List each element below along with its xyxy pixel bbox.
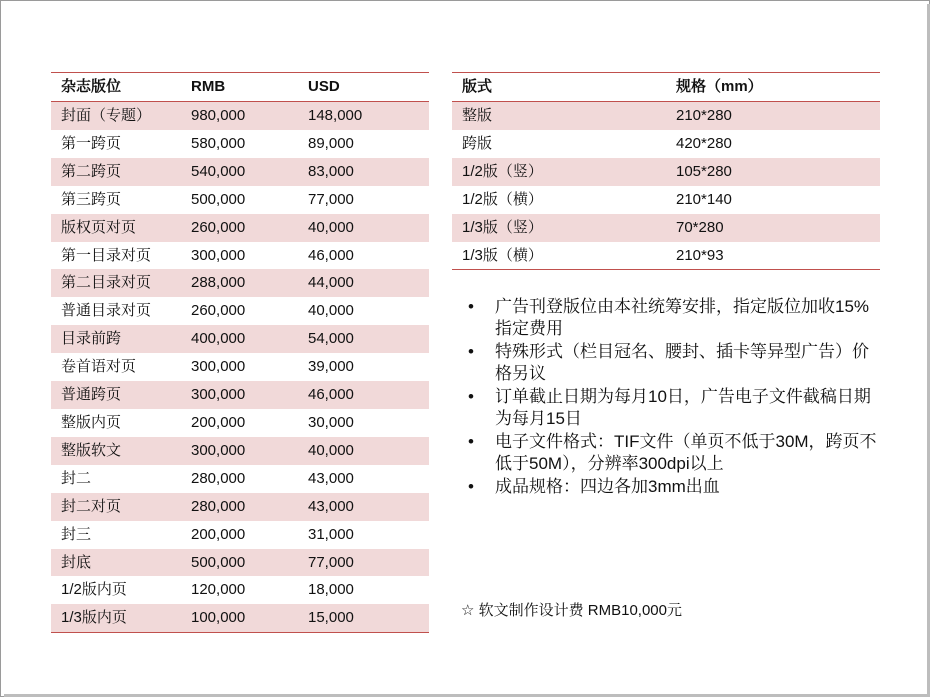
cell-position: 1/2版内页 [51,576,181,604]
note-item [468,431,878,474]
cell-position: 整版内页 [51,409,181,437]
cell-rmb: 980,000 [181,102,298,130]
cell-rmb: 280,000 [181,465,298,493]
cell-usd: 148,000 [298,102,429,130]
price-table [51,72,429,633]
cell-format: 1/2版（横） [452,186,666,214]
price-table-row [51,409,429,437]
header-size: 规格（mm） [666,73,880,102]
cell-size: 420*280 [666,130,880,158]
cell-usd: 40,000 [298,297,429,325]
cell-usd: 46,000 [298,242,429,270]
spec-table-row [452,158,880,186]
cell-size: 210*280 [666,102,880,130]
price-table-row [51,325,429,353]
note-text: 广告刊登版位由本社统筹安排，指定版位加收15%指定费用 [495,297,870,338]
cell-size: 70*280 [666,214,880,242]
notes-list [468,296,878,500]
cell-position: 卷首语对页 [51,353,181,381]
note-text: 特殊形式（栏目冠名、腰封、插卡等异型广告）价格另议 [495,342,869,383]
cell-position: 第三跨页 [51,186,181,214]
cell-rmb: 260,000 [181,214,298,242]
cell-usd: 31,000 [298,521,429,549]
cell-position: 封面（专题） [51,102,181,130]
cell-rmb: 580,000 [181,130,298,158]
bullet-icon: • [468,432,474,451]
price-table-row [51,186,429,214]
cell-usd: 30,000 [298,409,429,437]
cell-rmb: 100,000 [181,604,298,632]
cell-position: 第一跨页 [51,130,181,158]
cell-format: 1/2版（竖） [452,158,666,186]
cell-rmb: 500,000 [181,186,298,214]
spec-table-row [452,214,880,242]
price-table-row [51,437,429,465]
cell-usd: 54,000 [298,325,429,353]
cell-position: 封三 [51,521,181,549]
cell-usd: 40,000 [298,437,429,465]
cell-position: 第一目录对页 [51,242,181,270]
spec-table-row [452,102,880,130]
cell-position: 目录前跨 [51,325,181,353]
spec-table-row [452,242,880,270]
price-table-row [51,214,429,242]
cell-position: 1/3版内页 [51,604,181,632]
cell-usd: 44,000 [298,269,429,297]
cell-usd: 40,000 [298,214,429,242]
price-table-row [51,381,429,409]
cell-size: 210*93 [666,242,880,270]
cell-position: 封二对页 [51,493,181,521]
cell-position: 第二跨页 [51,158,181,186]
price-table-row [51,465,429,493]
cell-rmb: 500,000 [181,549,298,577]
cell-rmb: 260,000 [181,297,298,325]
cell-usd: 89,000 [298,130,429,158]
note-item [468,386,878,429]
footnote: ☆ 软文制作设计费 RMB10,000元 [461,602,682,619]
price-table-row [51,493,429,521]
note-item [468,476,878,498]
note-text: 成品规格：四边各加3mm出血 [495,477,720,496]
cell-position: 第二目录对页 [51,269,181,297]
cell-rmb: 288,000 [181,269,298,297]
cell-position: 封底 [51,549,181,577]
cell-position: 封二 [51,465,181,493]
cell-usd: 43,000 [298,465,429,493]
cell-position: 整版软文 [51,437,181,465]
cell-usd: 43,000 [298,493,429,521]
cell-rmb: 120,000 [181,576,298,604]
spec-table-row [452,130,880,158]
cell-rmb: 300,000 [181,353,298,381]
note-text: 电子文件格式：TIF文件（单页不低于30M，跨页不低于50M），分辨率300dpi以上 [495,432,877,473]
price-table-row [51,242,429,270]
price-table-row [51,130,429,158]
cell-format: 整版 [452,102,666,130]
note-text: 订单截止日期为每月10日，广告电子文件截稿日期为每月15日 [495,387,871,428]
cell-size: 105*280 [666,158,880,186]
bullet-icon: • [468,477,474,496]
cell-rmb: 300,000 [181,437,298,465]
cell-format: 1/3版（竖） [452,214,666,242]
price-table-row [51,549,429,577]
header-position: 杂志版位 [51,73,181,102]
cell-rmb: 400,000 [181,325,298,353]
price-table-row [51,297,429,325]
cell-format: 跨版 [452,130,666,158]
cell-usd: 83,000 [298,158,429,186]
spec-table-row [452,186,880,214]
cell-rmb: 300,000 [181,381,298,409]
note-item [468,341,878,384]
cell-rmb: 280,000 [181,493,298,521]
header-format: 版式 [452,73,666,102]
cell-position: 普通目录对页 [51,297,181,325]
spec-table [452,72,880,270]
cell-position: 普通跨页 [51,381,181,409]
cell-rmb: 200,000 [181,409,298,437]
cell-usd: 77,000 [298,186,429,214]
note-item [468,296,878,339]
bullet-icon: • [468,387,474,406]
cell-rmb: 200,000 [181,521,298,549]
header-rmb: RMB [181,73,298,102]
price-table-row [51,604,429,632]
cell-usd: 46,000 [298,381,429,409]
cell-format: 1/3版（横） [452,242,666,270]
cell-usd: 77,000 [298,549,429,577]
price-table-row [51,521,429,549]
price-table-row [51,102,429,130]
price-table-row [51,269,429,297]
price-table-row [51,576,429,604]
cell-usd: 15,000 [298,604,429,632]
cell-usd: 18,000 [298,576,429,604]
cell-rmb: 540,000 [181,158,298,186]
bullet-icon: • [468,297,474,316]
spec-table-header [452,73,880,102]
bullet-icon: • [468,342,474,361]
cell-usd: 39,000 [298,353,429,381]
cell-rmb: 300,000 [181,242,298,270]
price-table-header [51,73,429,102]
cell-size: 210*140 [666,186,880,214]
price-table-row [51,158,429,186]
cell-position: 版权页对页 [51,214,181,242]
header-usd: USD [298,73,429,102]
price-table-row [51,353,429,381]
